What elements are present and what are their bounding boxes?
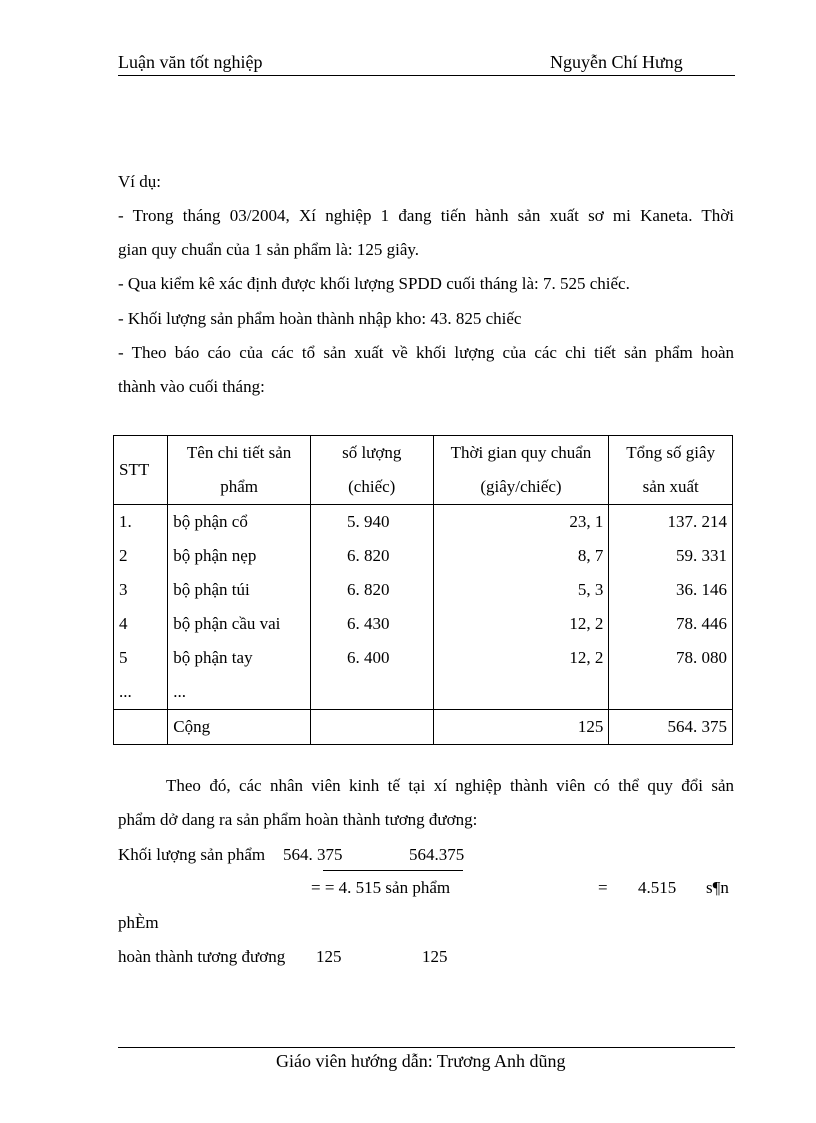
cell-time <box>433 675 609 710</box>
cell-stt: 4 <box>114 607 168 641</box>
cell-qty <box>310 675 433 710</box>
footer-rule <box>118 1047 735 1048</box>
cell-qty: 6. 400 <box>310 641 433 675</box>
example-label: Ví dụ: <box>118 172 161 191</box>
cell-qty: 6. 430 <box>310 607 433 641</box>
cell-stt: 5 <box>114 641 168 675</box>
table-row <box>114 505 733 540</box>
table-row <box>114 607 733 641</box>
cell-time: 8, 7 <box>433 539 609 573</box>
cell-stt: 1. <box>114 505 168 540</box>
table-total-row <box>114 710 733 745</box>
header-left: Luận văn tốt nghiệp <box>118 52 263 72</box>
formula-value: 4.515 <box>638 878 677 897</box>
parts-table <box>113 435 733 745</box>
formula-unit-garbled: s¶n <box>706 878 729 897</box>
formula-numerator-1: 564. 375 <box>283 845 343 864</box>
formula-unit-garbled-2: phÈm <box>118 913 159 932</box>
cell-time: 12, 2 <box>433 607 609 641</box>
cell-name: bộ phận nẹp <box>168 539 311 573</box>
total-seconds: 564. 375 <box>609 710 733 745</box>
header-qty: số lượng (chiếc) <box>310 436 433 505</box>
formula-denominator-1: 125 <box>316 947 342 966</box>
table-row <box>114 539 733 573</box>
cell-time: 12, 2 <box>433 641 609 675</box>
cell-name: bộ phận túi <box>168 573 311 607</box>
fraction-bar <box>323 870 463 871</box>
header-stt: STT <box>114 436 168 505</box>
header-total: Tổng số giây sản xuất <box>609 436 733 505</box>
formula-label-2: hoàn thành tương đương <box>118 947 286 966</box>
cell-time: 23, 1 <box>433 505 609 540</box>
paragraph-1-line-2: gian quy chuẩn của 1 sản phẩm là: 125 giây. <box>118 240 420 259</box>
cell-name: ... <box>168 675 311 710</box>
paragraph-2: - Qua kiểm kê xác định được khối lượng SPDD cuối tháng là: 7. 525 chiếc. <box>118 274 630 293</box>
cell-qty: 5. 940 <box>310 505 433 540</box>
cell-total: 137. 214 <box>609 505 733 540</box>
cell-qty: 6. 820 <box>310 539 433 573</box>
cell-total: 36. 146 <box>609 573 733 607</box>
cell-name: bộ phận tay <box>168 641 311 675</box>
cell-total: 59. 331 <box>609 539 733 573</box>
cell-name: bộ phận cổ <box>168 505 311 540</box>
cell-stt: ... <box>114 675 168 710</box>
conclusion-line-1: Theo đó, các nhân viên kinh tế tại xí nghiệp thành viên có thể quy đổi sản <box>166 776 734 795</box>
total-time: 125 <box>433 710 609 745</box>
table-row <box>114 573 733 607</box>
cell-total: 78. 446 <box>609 607 733 641</box>
paragraph-4-line-2: thành vào cuối tháng: <box>118 377 265 396</box>
cell-qty <box>310 710 433 745</box>
cell-name: bộ phận cầu vai <box>168 607 311 641</box>
table-row <box>114 641 733 675</box>
paragraph-3: - Khối lượng sản phẩm hoàn thành nhập kho: 43. 825 chiếc <box>118 309 522 328</box>
paragraph-1-line-1: - Trong tháng 03/2004, Xí nghiệp 1 đang tiến hành sản xuất sơ mi Kaneta. Thời <box>118 206 734 225</box>
formula-result: = = 4. 515 sản phẩm <box>311 878 451 897</box>
cell-qty: 6. 820 <box>310 573 433 607</box>
table-row <box>114 675 733 710</box>
table-header-row <box>114 436 733 505</box>
cell-time: 5, 3 <box>433 573 609 607</box>
formula-denominator-2: 125 <box>422 947 448 966</box>
formula-label: Khối lượng sản phẩm <box>118 845 266 864</box>
cell-stt: 3 <box>114 573 168 607</box>
footer-text: Giáo viên hướng dẫn: Trương Anh dũng <box>276 1051 566 1071</box>
paragraph-4-line-1: - Theo báo cáo của các tổ sản xuất về khối lượng của các chi tiết sản phẩm hoàn <box>118 343 734 362</box>
header-rule <box>118 75 735 76</box>
total-label: Cộng <box>168 710 311 745</box>
header-right: Nguyễn Chí Hưng <box>550 52 683 72</box>
cell-total: 78. 080 <box>609 641 733 675</box>
conclusion-line-2: phẩm dở dang ra sản phẩm hoàn thành tương đương: <box>118 810 478 829</box>
cell-total <box>609 675 733 710</box>
cell-stt: 2 <box>114 539 168 573</box>
header-name: Tên chi tiết sản phẩm <box>168 436 311 505</box>
header-time: Thời gian quy chuẩn (giây/chiếc) <box>433 436 609 505</box>
formula-equals: = <box>598 878 608 897</box>
formula-numerator-2: 564.375 <box>409 845 465 864</box>
cell-stt <box>114 710 168 745</box>
